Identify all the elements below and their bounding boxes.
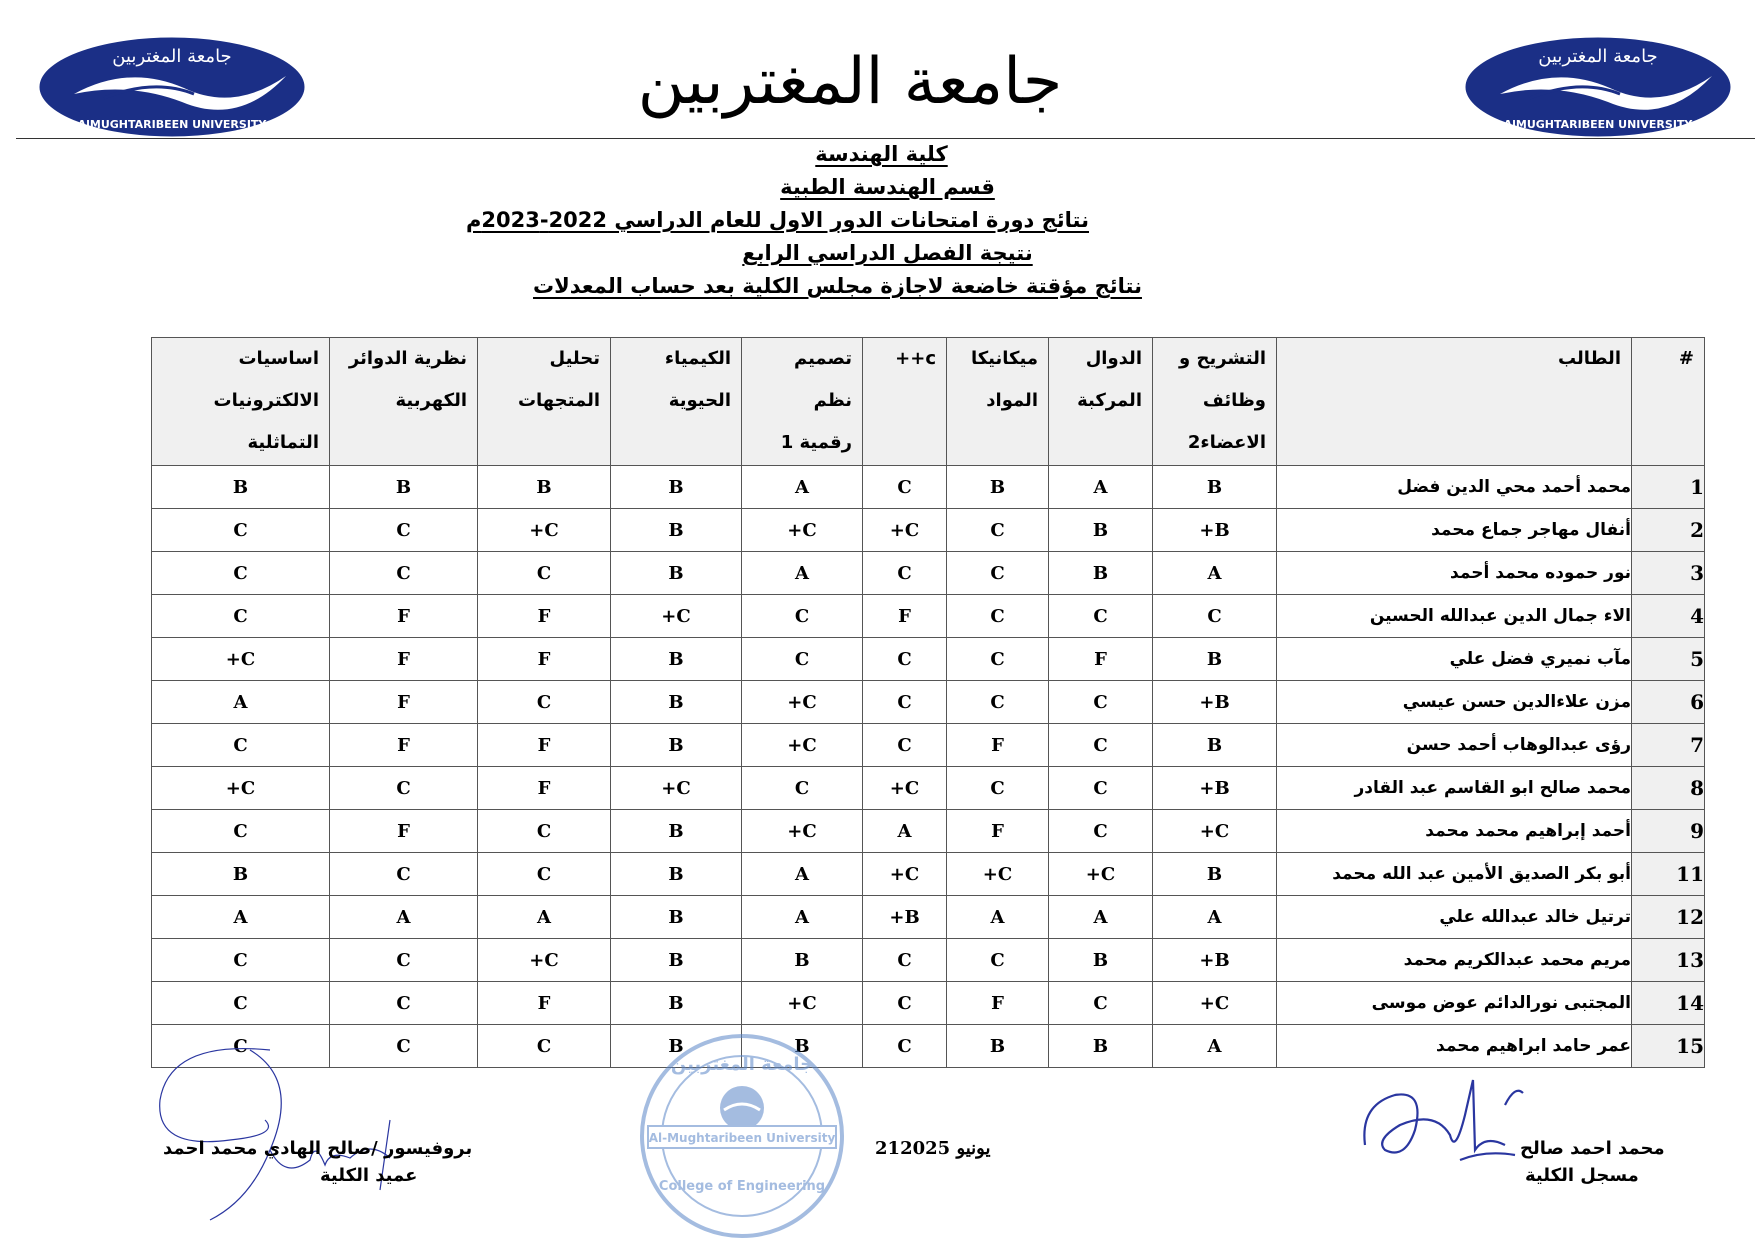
grade-cell: B: [1153, 724, 1277, 767]
header-line: الكهربية: [395, 390, 467, 411]
grade-cell: C+: [863, 509, 947, 552]
grade-cell: C: [152, 939, 330, 982]
registrar-signature: [1355, 1075, 1525, 1175]
grade-cell: C+: [742, 810, 863, 853]
grade-cell: C+: [742, 724, 863, 767]
grade-cell: F: [947, 724, 1049, 767]
grade-cell: B: [611, 896, 742, 939]
svg-text:جامعة المغتربين: جامعة المغتربين: [670, 1054, 814, 1075]
grade-cell: C+: [1049, 853, 1153, 896]
grade-cell: B: [742, 939, 863, 982]
grade-cell: C: [330, 853, 478, 896]
svg-text:جامعة المغتربين: جامعة المغتربين: [1538, 46, 1658, 67]
student-name: مزن علاءالدين حسن عيسي: [1277, 681, 1632, 724]
grade-cell: A: [152, 896, 330, 939]
grade-cell: B: [611, 853, 742, 896]
grade-cell: F: [478, 982, 611, 1025]
grade-cell: F: [1049, 638, 1153, 681]
row-number: 6: [1632, 681, 1705, 724]
header-line: الطالب: [1557, 348, 1621, 369]
grade-cell: C: [863, 939, 947, 982]
grade-cell: B+: [1153, 767, 1277, 810]
table-header-row: [152, 338, 1705, 466]
grade-cell: C: [152, 810, 330, 853]
college-stamp: [636, 1030, 848, 1242]
grade-cell: B: [152, 466, 330, 509]
grade-cell: C+: [947, 853, 1049, 896]
grade-cell: C: [152, 1025, 330, 1068]
grade-cell: C+: [1153, 982, 1277, 1025]
grade-cell: B: [1049, 552, 1153, 595]
header-line: تصميم نظم: [793, 348, 852, 411]
document-titles: [0, 138, 1755, 303]
grade-cell: A: [742, 853, 863, 896]
header-student: [1277, 338, 1632, 466]
grade-cell: B: [611, 982, 742, 1025]
header-course: [611, 338, 742, 466]
grade-cell: C: [478, 552, 611, 595]
grade-cell: C+: [863, 853, 947, 896]
header-line: الدوال: [1085, 348, 1142, 369]
svg-text:AlMUGHTARIBEEN UNIVERSITY: AlMUGHTARIBEEN UNIVERSITY: [77, 118, 267, 131]
grade-cell: A: [1049, 896, 1153, 939]
student-name: محمد أحمد محي الدين فضل: [1277, 466, 1632, 509]
header-line: التشريح و: [1179, 348, 1266, 369]
grade-cell: A: [863, 810, 947, 853]
dean-signature: [150, 1040, 440, 1230]
table-row: [152, 466, 1705, 509]
header-line: الالكترونيات: [213, 390, 319, 411]
grade-cell: C: [330, 939, 478, 982]
student-name: أنفال مهاجر جماع محمد: [1277, 509, 1632, 552]
grade-cell: F: [478, 724, 611, 767]
grade-cell: C: [742, 638, 863, 681]
header-line: #: [1678, 348, 1694, 369]
grade-cell: C: [947, 595, 1049, 638]
grade-cell: C: [947, 509, 1049, 552]
grade-cell: C: [330, 552, 478, 595]
student-name: الاء جمال الدين عبدالله الحسين: [1277, 595, 1632, 638]
grade-cell: C: [478, 1025, 611, 1068]
grade-cell: C: [330, 982, 478, 1025]
grade-cell: C: [152, 724, 330, 767]
row-number: 11: [1632, 853, 1705, 896]
grade-cell: C: [1049, 595, 1153, 638]
header-course: [1153, 338, 1277, 466]
student-name: محمد صالح ابو القاسم عبد القادر: [1277, 767, 1632, 810]
svg-text:College of Engineering: College of Engineering: [658, 1179, 826, 1194]
table-row: [152, 982, 1705, 1025]
grade-cell: C+: [478, 939, 611, 982]
student-name: المجتبى نورالدائم عوض موسى: [1277, 982, 1632, 1025]
registrar-name: محمد احمد صالح: [1520, 1138, 1665, 1159]
student-name: رؤى عبدالوهاب أحمد حسن: [1277, 724, 1632, 767]
student-name: مآب نميري فضل علي: [1277, 638, 1632, 681]
table-row: [152, 810, 1705, 853]
row-number: 12: [1632, 896, 1705, 939]
header-line: ميكانيكا: [970, 348, 1038, 369]
grade-cell: F: [330, 638, 478, 681]
header-line: المركبة: [1077, 390, 1142, 411]
results-table: [151, 337, 1705, 1068]
grade-cell: C: [947, 939, 1049, 982]
table-row: [152, 552, 1705, 595]
header-course: [152, 338, 330, 466]
student-name: نور حموده محمد أحمد: [1277, 552, 1632, 595]
header-line: المتجهات: [517, 390, 600, 411]
grade-cell: B: [947, 1025, 1049, 1068]
grade-cell: F: [478, 767, 611, 810]
row-number: 9: [1632, 810, 1705, 853]
university-name: جامعة المغتربين: [637, 45, 1063, 119]
grade-cell: A: [330, 896, 478, 939]
header-course: [330, 338, 478, 466]
grade-cell: B: [1153, 853, 1277, 896]
grade-cell: C: [478, 810, 611, 853]
grade-cell: F: [478, 638, 611, 681]
grade-cell: C+: [863, 767, 947, 810]
grade-cell: B+: [1153, 509, 1277, 552]
row-number: 8: [1632, 767, 1705, 810]
grade-cell: C: [947, 638, 1049, 681]
semester-title: نتيجة الفصل الدراسي الرابع: [742, 241, 1033, 265]
grade-cell: F: [947, 810, 1049, 853]
header-line: تحليل: [549, 348, 600, 369]
row-number: 7: [1632, 724, 1705, 767]
grade-cell: F: [947, 982, 1049, 1025]
grade-cell: C+: [742, 982, 863, 1025]
grade-cell: C: [863, 681, 947, 724]
header-line: c++: [895, 348, 936, 369]
grade-cell: A: [1153, 1025, 1277, 1068]
grade-cell: F: [863, 595, 947, 638]
table-row: [152, 595, 1705, 638]
grade-cell: A: [947, 896, 1049, 939]
grade-cell: B+: [1153, 681, 1277, 724]
grade-cell: B: [611, 638, 742, 681]
dean-name: بروفيسور /صالح الهادي محمد احمد: [163, 1138, 473, 1159]
grade-cell: B: [478, 466, 611, 509]
grade-cell: C: [478, 681, 611, 724]
grade-cell: C: [152, 552, 330, 595]
grade-cell: B: [1049, 939, 1153, 982]
grade-cell: B: [742, 1025, 863, 1068]
university-logo-left: [34, 32, 310, 142]
grade-cell: C: [1049, 724, 1153, 767]
grade-cell: C: [742, 595, 863, 638]
header-index: [1632, 338, 1705, 466]
grade-cell: B+: [863, 896, 947, 939]
header-line: المواد: [986, 390, 1038, 411]
row-number: 14: [1632, 982, 1705, 1025]
grade-cell: C: [947, 552, 1049, 595]
grade-cell: A: [742, 552, 863, 595]
grade-cell: C: [152, 595, 330, 638]
table-row: [152, 939, 1705, 982]
grade-cell: C: [330, 1025, 478, 1068]
table-row: [152, 896, 1705, 939]
grade-cell: C: [863, 1025, 947, 1068]
grade-cell: F: [478, 595, 611, 638]
college-title: كلية الهندسة: [815, 142, 948, 166]
header-course: [947, 338, 1049, 466]
row-number: 2: [1632, 509, 1705, 552]
row-number: 4: [1632, 595, 1705, 638]
grade-cell: B: [611, 509, 742, 552]
grade-cell: C+: [478, 509, 611, 552]
header-course: [478, 338, 611, 466]
header-course: [863, 338, 947, 466]
svg-text:AlMUGHTARIBEEN UNIVERSITY: AlMUGHTARIBEEN UNIVERSITY: [1503, 118, 1693, 131]
table-row: [152, 853, 1705, 896]
grade-cell: C: [330, 509, 478, 552]
grade-cell: B+: [1153, 939, 1277, 982]
university-logo-right: [1460, 32, 1736, 142]
header-line: رقمية 1: [780, 432, 852, 453]
grade-cell: C: [1049, 681, 1153, 724]
header-line: الحيوية: [668, 390, 731, 411]
grade-cell: C: [742, 767, 863, 810]
grade-cell: C+: [152, 638, 330, 681]
grade-cell: C: [947, 767, 1049, 810]
grade-cell: A: [478, 896, 611, 939]
header-line: التماثلية: [247, 432, 319, 453]
grade-cell: A: [742, 466, 863, 509]
department-title: قسم الهندسة الطبية: [780, 175, 995, 199]
grade-cell: A: [1153, 896, 1277, 939]
header-line: الكيمياء: [664, 348, 731, 369]
svg-text:جامعة المغتربين: جامعة المغتربين: [112, 46, 232, 67]
grade-cell: C: [1153, 595, 1277, 638]
grade-cell: A: [742, 896, 863, 939]
grade-cell: C: [863, 638, 947, 681]
grade-cell: B: [611, 1025, 742, 1068]
header-course: [1049, 338, 1153, 466]
header-line: نظرية الدوائر: [348, 348, 467, 369]
grade-cell: A: [152, 681, 330, 724]
grade-cell: A: [1049, 466, 1153, 509]
exam-round-title: نتائج دورة امتحانات الدور الاول للعام الدراسي 2022-2023م: [465, 208, 1089, 232]
table-row: [152, 638, 1705, 681]
row-number: 3: [1632, 552, 1705, 595]
table-row: [152, 681, 1705, 724]
grade-cell: C: [152, 509, 330, 552]
grade-cell: B: [1153, 638, 1277, 681]
grade-cell: C: [863, 724, 947, 767]
student-name: ترتيل خالد عبدالله علي: [1277, 896, 1632, 939]
student-name: عمر حامد ابراهيم محمد: [1277, 1025, 1632, 1068]
grade-cell: C: [1049, 767, 1153, 810]
row-number: 15: [1632, 1025, 1705, 1068]
table-row: [152, 767, 1705, 810]
grade-cell: C+: [152, 767, 330, 810]
grade-cell: F: [330, 595, 478, 638]
grade-cell: F: [330, 810, 478, 853]
registrar-title: مسجل الكلية: [1525, 1165, 1639, 1186]
header-line: الاعضاء2: [1187, 432, 1266, 453]
row-number: 5: [1632, 638, 1705, 681]
grade-cell: C: [152, 982, 330, 1025]
grade-cell: C: [947, 681, 1049, 724]
grade-cell: B: [947, 466, 1049, 509]
grade-cell: C: [1049, 982, 1153, 1025]
grade-cell: B: [1049, 1025, 1153, 1068]
student-name: أحمد إبراهيم محمد محمد: [1277, 810, 1632, 853]
grade-cell: C+: [742, 681, 863, 724]
grade-cell: C+: [611, 767, 742, 810]
header-line: وظائف: [1202, 390, 1266, 411]
grade-cell: B: [611, 939, 742, 982]
provisional-note: نتائج مؤقتة خاضعة لاجازة مجلس الكلية بعد حساب المعدلات: [533, 274, 1142, 298]
grade-cell: B: [611, 681, 742, 724]
row-number: 1: [1632, 466, 1705, 509]
issue-date: 21يونيو 2025: [875, 1138, 991, 1159]
dean-title: عميد الكلية: [320, 1165, 418, 1186]
grade-cell: B: [611, 810, 742, 853]
row-number: 13: [1632, 939, 1705, 982]
grade-cell: C: [478, 853, 611, 896]
grade-cell: C: [863, 982, 947, 1025]
table-body: [152, 466, 1705, 1068]
table-row: [152, 724, 1705, 767]
grade-cell: F: [330, 724, 478, 767]
grade-cell: C+: [1153, 810, 1277, 853]
grade-cell: C: [863, 552, 947, 595]
header-course: [742, 338, 863, 466]
grade-cell: B: [1153, 466, 1277, 509]
grade-cell: B: [611, 552, 742, 595]
grade-cell: B: [1049, 509, 1153, 552]
student-name: مريم محمد عبدالكريم محمد: [1277, 939, 1632, 982]
grade-cell: C: [330, 767, 478, 810]
grade-cell: B: [611, 466, 742, 509]
grade-cell: A: [1153, 552, 1277, 595]
table-row: [152, 509, 1705, 552]
header-line: اساسيات: [238, 348, 319, 369]
grade-cell: B: [611, 724, 742, 767]
student-name: أبو بكر الصديق الأمين عبد الله محمد: [1277, 853, 1632, 896]
grade-cell: B: [152, 853, 330, 896]
grade-cell: C: [863, 466, 947, 509]
grade-cell: F: [330, 681, 478, 724]
svg-text:Al-Mughtaribeen University: Al-Mughtaribeen University: [648, 1131, 836, 1145]
grade-cell: B: [330, 466, 478, 509]
grade-cell: C: [1049, 810, 1153, 853]
grade-cell: C+: [611, 595, 742, 638]
grade-cell: C+: [742, 509, 863, 552]
